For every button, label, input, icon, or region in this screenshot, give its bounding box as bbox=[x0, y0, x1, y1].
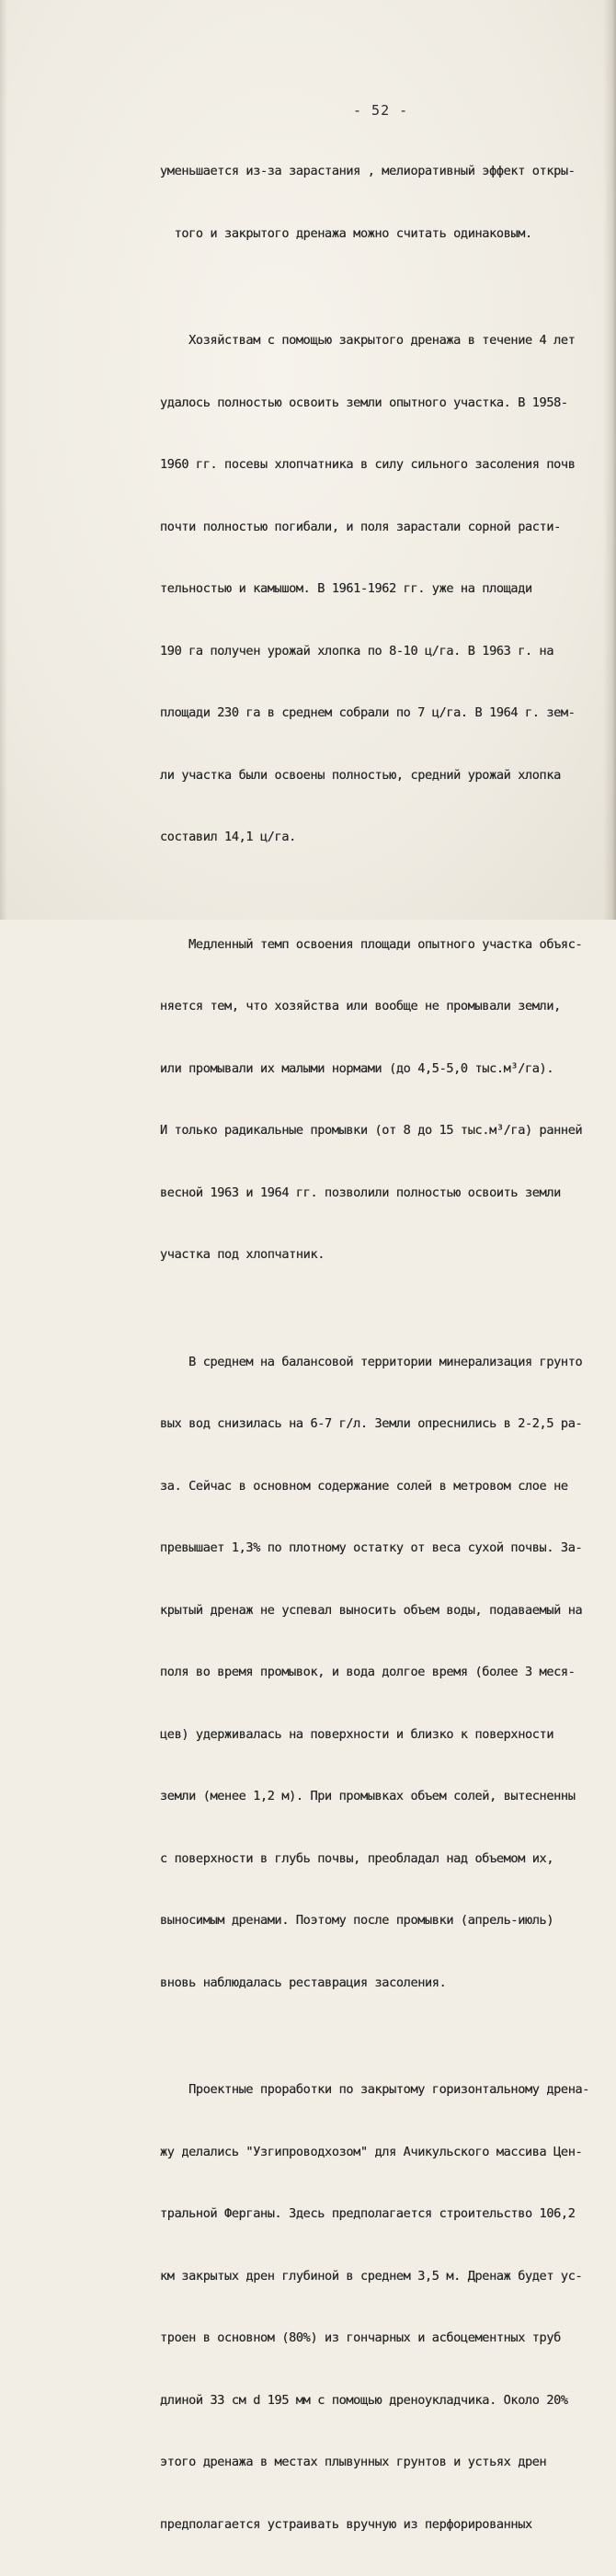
text-line: Медленный темп освоения площади опытного участка объяс- bbox=[160, 936, 583, 952]
text-line: составил 14,1 ц/га. bbox=[160, 830, 296, 844]
text-line: с поверхности в глубь почвы, преобладал над объемом их, bbox=[160, 1850, 554, 1866]
text-line: В среднем на балансовой территории минерализация грунто bbox=[160, 1354, 583, 1369]
text-line: 1960 гг. посевы хлопчатника в силу сильного засоления почв bbox=[160, 457, 576, 472]
text-line: весной 1963 и 1964 гг. позволили полностью освоить земли bbox=[160, 1185, 561, 1200]
text-line: Хозяйствам с помощью закрытого дренажа в течение 4 лет bbox=[160, 333, 576, 348]
text-line: троен в основном (80%) из гончарных и асбоцементных труб bbox=[160, 2330, 561, 2345]
text-line: уменьшается из-за зарастания , мелиоративный эффект откры- bbox=[160, 164, 576, 178]
text-line: км закрытых дрен глубиной в среднем 3,5 м. Дренаж будет ус- bbox=[160, 2268, 583, 2284]
text-line: удалось полностью освоить земли опытного участка. В 1958- bbox=[160, 395, 568, 410]
text-line: И только радикальные промывки (от 8 до 15 тыс.м³/га) ранней bbox=[160, 1123, 583, 1138]
text-line: почти полностью погибали, и поля зарастали сорной расти- bbox=[160, 519, 561, 534]
text-line: за. Сейчас в основном содержание солей в метровом слое не bbox=[160, 1478, 568, 1494]
text-line: или промывали их малыми нормами (до 4,5-5,0 тыс.м³/га). bbox=[160, 1060, 554, 1076]
text-line: вых вод снизилась на 6-7 г/л. Земли опреснились в 2-2,5 ра- bbox=[160, 1416, 583, 1431]
text-line: крытый дренаж не успевал выносить объем воды, подаваемый на bbox=[160, 1602, 583, 1618]
text-line: ли участка были освоены полностью, средний урожай хлопка bbox=[160, 767, 561, 783]
text-line: земли (менее 1,2 м). При промывках объем солей, вытесненны bbox=[160, 1789, 576, 1803]
text-line: выносимым дренами. Поэтому после промывки (апрель-июль) bbox=[160, 1913, 554, 1928]
text-line: предполагается устраивать вручную из перфорированных bbox=[160, 2516, 532, 2532]
text-line: длиной 33 см d 195 мм с помощью дреноукладчика. Около 20% bbox=[160, 2392, 568, 2408]
page-number: - 52 - bbox=[353, 102, 409, 119]
text-line: 190 га получен урожай хлопка по 8-10 ц/га. В 1963 г. на bbox=[160, 643, 554, 658]
text-line: тельностью и камышом. В 1961-1962 гг. уже на площади bbox=[160, 581, 532, 596]
text-line: превышает 1,3% по плотному остатку от веса сухой почвы. За- bbox=[160, 1540, 583, 1555]
text-line: площади 230 га в среднем собрали по 7 ц/га. В 1964 г. зем- bbox=[160, 705, 576, 720]
text-line: вновь наблюдалась реставрация засоления. bbox=[160, 1975, 447, 1990]
typewritten-text-body bbox=[160, 120, 610, 2576]
page-left-shadow bbox=[0, 0, 7, 920]
text-line: этого дренажа в местах плывунных грунтов и устьях дрен bbox=[160, 2455, 547, 2469]
text-line: участка под хлопчатник. bbox=[160, 1247, 325, 1262]
text-line: Проектные проработки по закрытому горизонтальному дрена- bbox=[160, 2082, 590, 2097]
text-line: поля во время промывок, и вода долгое время (более 3 меся- bbox=[160, 1665, 576, 1679]
text-line: цев) удерживалась на поверхности и близко к поверхности bbox=[160, 1726, 554, 1742]
text-line: жу делались "Узгипроводхозом" для Ачикульского массива Цен- bbox=[160, 2144, 583, 2159]
text-line: няется тем, что хозяйства или вообще не промывали земли, bbox=[160, 999, 561, 1013]
text-line: того и закрытого дренажа можно считать одинаковым. bbox=[160, 225, 532, 241]
text-line: тральной Ферганы. Здесь предполагается строительство 106,2 bbox=[160, 2206, 576, 2221]
